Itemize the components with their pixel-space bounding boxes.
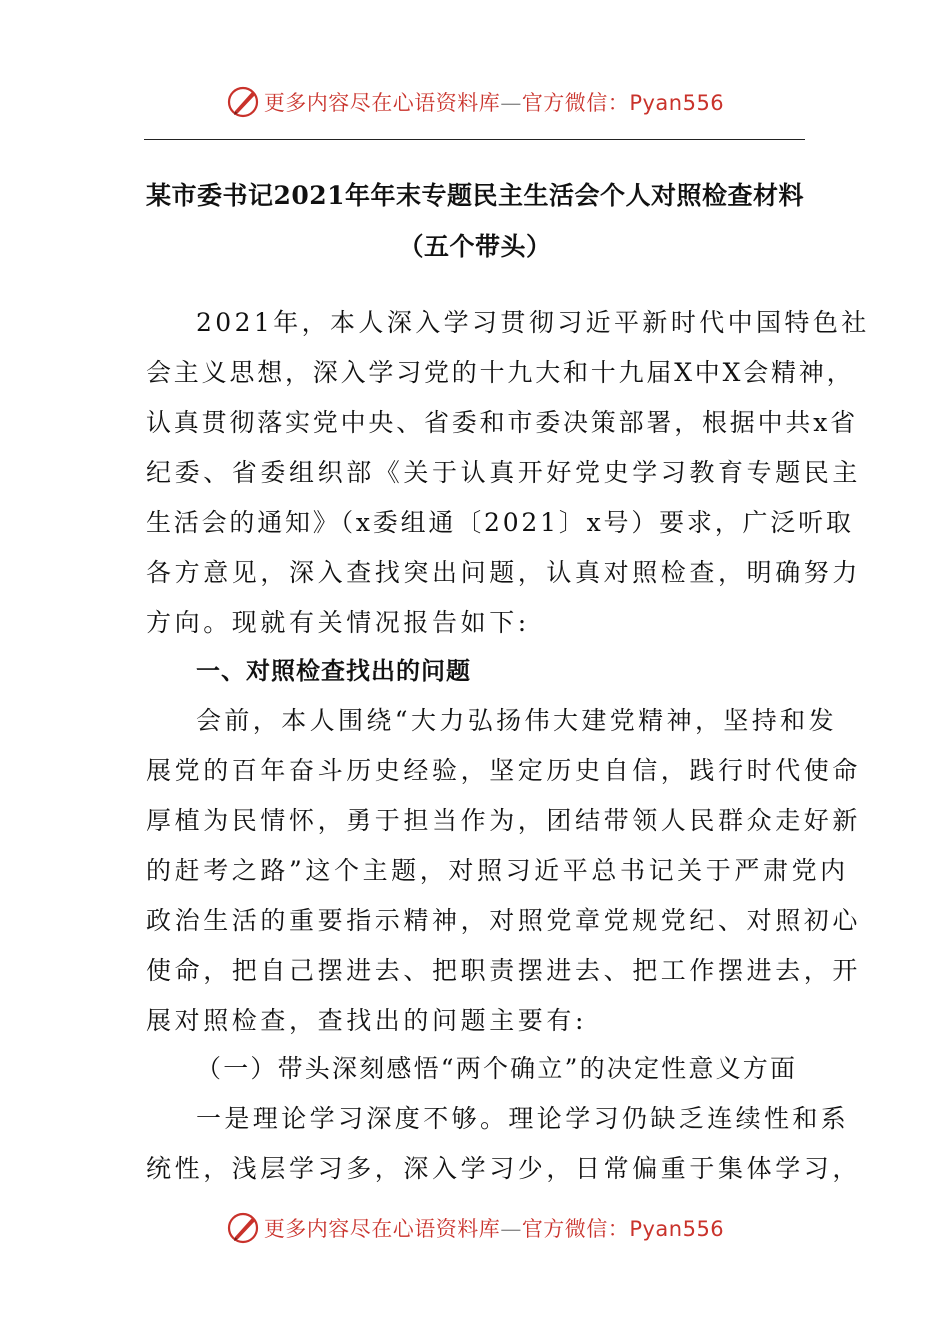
watermark-banner-bottom (0, 1208, 950, 1248)
section-line-3: 厚植为民情怀，勇于担当作为，团结带领人民群众走好新 (146, 806, 862, 835)
section-line-7: 展对照检查，查找出的问题主要有: (146, 1006, 588, 1035)
section-line-1: 会前，本人围绕“大力弘扬伟大建党精神，坚持和发 (196, 706, 837, 735)
pen-logo-icon (226, 1210, 262, 1246)
intro-line-6: 各方意见，深入查找突出问题，认真对照检查，明确努力 (146, 558, 862, 587)
watermark-text: 更多内容尽在心语资料库—官方微信：Pyan556 (263, 1217, 725, 1241)
watermark-text: 更多内容尽在心语资料库—官方微信：Pyan556 (263, 91, 725, 115)
intro-line-7: 方向。现就有关情况报告如下: (146, 608, 530, 637)
pen-logo-icon (226, 84, 262, 120)
section-line-5: 政治生活的重要指示精神，对照党章党规党纪、对照初心 (146, 906, 862, 935)
section-heading: 一、对照检查找出的问题 (196, 657, 471, 685)
section-line-2: 展党的百年奋斗历史经验，坚定历史自信，践行时代使命 (146, 756, 862, 785)
intro-line-4: 纪委、省委组织部《关于认真开好党史学习教育专题民主 (146, 458, 862, 487)
header-divider (144, 139, 805, 140)
subsection-line-1: 一是理论学习深度不够。理论学习仍缺乏连续性和系 (196, 1104, 850, 1133)
intro-line-3: 认真贯彻落实党中央、省委和市委决策部署，根据中共x省 (146, 408, 858, 437)
document-subtitle: （五个带头） (398, 232, 552, 261)
section-line-4: 的赶考之路”这个主题，对照习近平总书记关于严肃党内 (146, 856, 849, 885)
intro-line-1: 2021年，本人深入学习贯彻习近平新时代中国特色社 (196, 308, 870, 337)
intro-line-5: 生活会的通知》（x委组通〔2021〕x号）要求，广泛听取 (146, 508, 854, 537)
watermark-banner-top (0, 82, 950, 122)
subsection-heading: （一）带头深刻感悟“两个确立”的决定性意义方面 (196, 1054, 798, 1083)
section-line-6: 使命，把自己摆进去、把职责摆进去、把工作摆进去，开 (146, 956, 862, 985)
subsection-line-2: 统性，浅层学习多，深入学习少，日常偏重于集体学习， (146, 1154, 862, 1183)
intro-line-2: 会主义思想，深入学习党的十九大和十九届X中X会精神， (146, 358, 855, 387)
document-title: 某市委书记2021年年末专题民主生活会个人对照检查材料 (145, 181, 805, 210)
